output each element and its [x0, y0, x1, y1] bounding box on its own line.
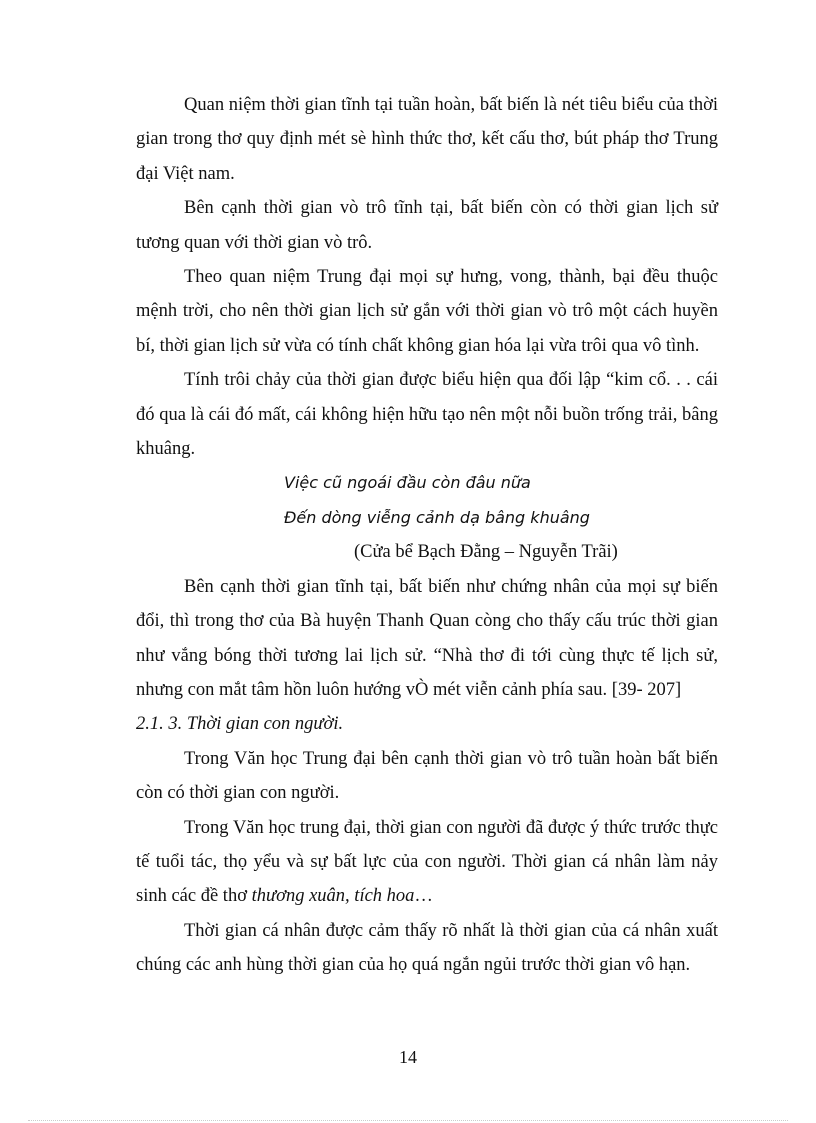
paragraph-7-italic: thương xuân, tích hoa	[251, 886, 415, 907]
footer-divider	[28, 1120, 788, 1121]
paragraph-4: Tính trôi chảy của thời gian được biểu hiện qua đối lập “kim cổ. . . cái đó qua là cái đó mất, cái không hiện hữu tạo nên một nỗi buồn trống trải, bâng khuâng.	[136, 370, 718, 460]
section-heading: 2.1. 3. Thời gian con người.	[136, 714, 344, 735]
body-text	[136, 88, 718, 983]
paragraph-3: Theo quan niệm Trung đại mọi sự hưng, vong, thành, bại đều thuộc mệnh trời, cho nên thời gian lịch sử gắn với thời gian vò trô một cách huyền bí, thời gian lịch sử vừa có tính chất không gian hóa lại vừa trôi qua vô tình.	[136, 267, 718, 356]
paragraph-5: Bên cạnh thời gian tĩnh tại, bất biến như chứng nhân của mọi sự biến đổi, thì trong thơ của Bà huyện Thanh Quan còng cho thấy cấu trúc thời gian như vắng bóng thời tương lai lịch sử. “Nhà thơ đi tới cùng thực tế lịch sử, nhưng con mắt tâm hồn luôn hướng vÒ mét viễn cảnh phía sau. [39- 207]	[136, 576, 718, 700]
paragraph-1: Quan niệm thời gian tĩnh tại tuần hoàn, bất biến là nét tiêu biểu của thời gian trong thơ quy định mét sè hình thức thơ, kết cấu thơ, bút pháp thơ Trung đại Việt nam.	[136, 95, 718, 184]
paragraph-2: Bên cạnh thời gian vò trô tĩnh tại, bất biến còn có thời gian lịch sử tương quan với thời gian vò trô.	[136, 198, 718, 253]
paragraph-7-text: Trong Văn học trung đại, thời gian con người đã được ý thức trước thực tế tuổi tác, thọ yểu và sự bất lực của con người. Thời gian cá nhân làm nảy sinh các đề thơ	[136, 817, 718, 907]
poem-source: (Cửa bể Bạch Đằng – Nguyễn Trãi)	[354, 542, 618, 563]
poem-line-1: Việc cũ ngoái đầu còn đâu nữa	[284, 473, 531, 493]
paragraph-6: Trong Văn học Trung đại bên cạnh thời gian vò trô tuần hoàn bất biến còn có thời gian con người.	[136, 748, 718, 804]
paragraph-7-ellipsis: …	[414, 886, 433, 907]
page-number: 14	[399, 1047, 417, 1067]
poem-line-2: Đến dòng viễng cảnh dạ bâng khuâng	[284, 507, 590, 527]
paragraph-8: Thời gian cá nhân được cảm thấy rõ nhất là thời gian của cá nhân xuất chúng các anh hùng thời gian của họ quá ngắn ngủi trước thời gian vô hạn.	[136, 920, 718, 976]
paragraph-7	[136, 811, 718, 914]
